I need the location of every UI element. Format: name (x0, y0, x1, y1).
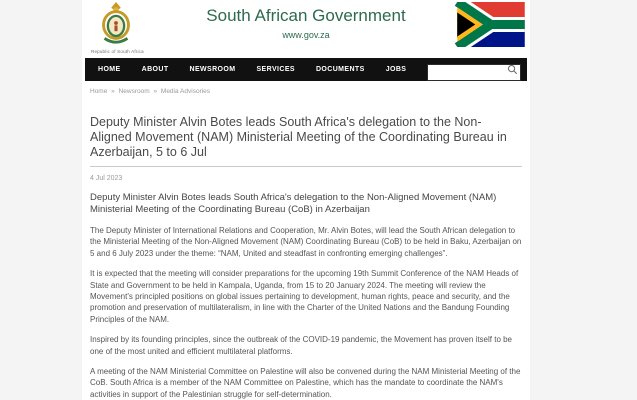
article-subtitle: Deputy Minister Alvin Botes leads South Africa's delegation to the Non-Aligned Movement (NAM) Ministerial Meeting of the Coordinating Bureau (CoB) in Azerbaijan (90, 192, 497, 215)
site-title[interactable]: South African Government (206, 6, 406, 25)
nav-item-jobs[interactable]: JOBS (385, 66, 407, 73)
main-nav (85, 58, 527, 81)
article (82, 115, 530, 400)
breadcrumb-newsroom[interactable]: Newsroom (118, 88, 150, 95)
article-paragraph-3: Inspired by its founding principles, since the outbreak of the COVID-19 pandemic, the Movement has proven itself to be one of the most united and efficient multilateral platforms. (90, 335, 513, 356)
article-title: Deputy Minister Alvin Botes leads South Africa's delegation to the Non-Aligned Movement (NAM) Ministerial Meeting of the Coordinating Bureau in Azerbaijan, 5 to 6 Jul (90, 115, 522, 167)
page (82, 0, 530, 400)
article-paragraph-1: The Deputy Minister of International Relations and Cooperation, Mr. Alvin Botes, will lead the South African delegation to the Ministerial Meeting of the Non-Aligned Movement (NAM) Coordinating Bureau (CoB) to be held in Baku, Azerbaijan on 5 and 6 July 2023 under the theme: “NAM, United and steadfast in confronting emerging challenges”. (90, 226, 522, 258)
breadcrumb-separator: » (153, 88, 158, 95)
south-africa-flag-icon (453, 2, 529, 47)
breadcrumb-home[interactable]: Home (90, 88, 108, 95)
breadcrumb (90, 88, 522, 95)
search-icon[interactable] (507, 64, 518, 75)
nav-item-documents[interactable]: DOCUMENTS (315, 66, 365, 73)
breadcrumb-current: Media Advisories (160, 88, 211, 95)
site-title-block (182, 6, 430, 40)
breadcrumb-separator: » (111, 88, 115, 95)
nav-item-home[interactable]: HOME (98, 66, 121, 73)
article-paragraph-4: A meeting of the NAM Ministerial Committee on Palestine will also be convened during the NAM Ministerial Meeting of the CoB. South Africa is a member of the NAM Committee on Palestine, which has the mandate to coordinate the NAM's activities in support of the Palestinian struggle for self-determination. (90, 367, 521, 399)
article-date: 4 Jul 2023 (90, 175, 123, 182)
search-box (427, 61, 521, 78)
emblem-caption: Republic of South Africa (91, 49, 144, 54)
nav-item-services[interactable]: SERVICES (256, 66, 295, 73)
site-header (82, 0, 530, 58)
coat-of-arms-icon[interactable] (96, 1, 136, 47)
site-url: www.gov.za (282, 30, 330, 40)
article-paragraph-2: It is expected that the meeting will consider preparations for the upcoming 19th Summit Conference of the NAM Heads of State and Government to be held in Kampala, Uganda, from 15 to 20 January 2024. The meeting will review the Movement's principled positions on global issues pertaining to development, human rights, peace and security, and the promotion and preservation of multilateralism, in line with the Charter of the United Nations and the Bandung Founding Principles of the NAM. (90, 269, 519, 324)
nav-item-newsroom[interactable]: NEWSROOM (189, 66, 236, 73)
nav-item-about[interactable]: ABOUT (141, 66, 169, 73)
